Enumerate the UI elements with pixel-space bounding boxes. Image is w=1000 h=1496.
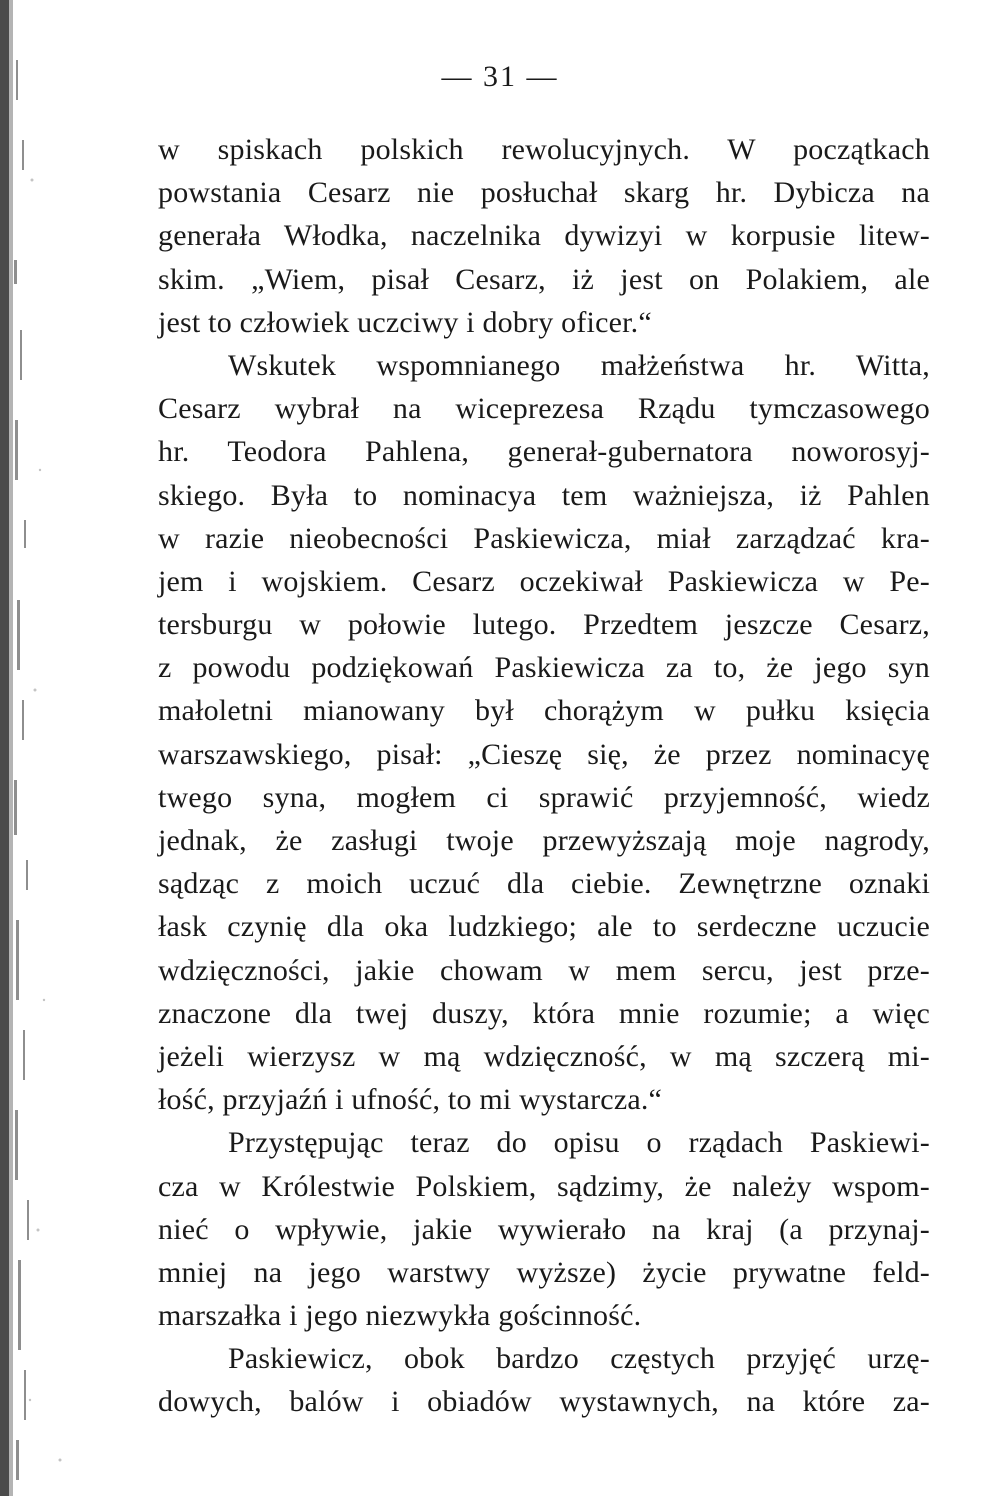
text-line: sądząc z moich uczuć dla ciebie. Zewnętrzne oznaki	[158, 867, 930, 901]
text-line: skim. „Wiem, pisał Cesarz, iż jest on Polakiem, ale	[158, 262, 930, 296]
text-line: Przystępując teraz do opisu o rządach Paskiewi-	[228, 1126, 930, 1160]
page-edge-artifacts	[0, 0, 70, 1496]
text-line: w spiskach polskich rewolucyjnych. W początkach	[158, 133, 930, 166]
scanned-page-edge	[0, 0, 70, 1496]
text-line: znaczone dla twej duszy, która mnie rozumie; a więc	[158, 996, 930, 1030]
text-line: Cesarz wybrał na wiceprezesa Rządu tymczasowego	[158, 392, 930, 426]
text-line: marszałka i jego niezwykła gościnność.	[158, 1299, 642, 1333]
text-line: tersburgu w połowie lutego. Przedtem jeszcze Cesarz,	[158, 608, 930, 642]
text-line: twego syna, mogłem ci sprawić przyjemność, wiedz	[158, 780, 930, 814]
text-line: małoletni mianowany był chorążym w pułku księcia	[158, 694, 930, 728]
text-line: w razie nieobecności Paskiewicza, miał zarządzać kra-	[158, 521, 930, 555]
text-line: powstania Cesarz nie posłuchał skarg hr. Dybicza na	[158, 176, 930, 210]
text-line: jem i wojskiem. Cesarz oczekiwał Paskiewicza w Pe-	[158, 564, 930, 598]
text-line: Wskutek wspomnianego małżeństwa hr. Witta,	[228, 348, 930, 382]
text-line: łask czynię dla oka ludzkiego; ale to serdeczne uczucie	[158, 910, 930, 944]
text-line: Paskiewicz, obok bardzo częstych przyjęć urzę-	[228, 1342, 930, 1376]
text-line: cza w Królestwie Polskiem, sądzimy, że należy wspom-	[158, 1169, 930, 1203]
body-text	[158, 128, 930, 1424]
text-line: warszawskiego, pisał: „Cieszę się, że przez nominacyę	[158, 737, 930, 771]
text-line: mniej na jego warstwy wyższe) życie prywatne feld-	[158, 1255, 930, 1289]
text-line: łość, przyjaźń i ufność, to mi wystarcza.“	[158, 1083, 663, 1117]
text-line: jest to człowiek uczciwy i dobry oficer.“	[158, 305, 652, 339]
text-line: nieć o wpływie, jakie wywierało na kraj (a przynaj-	[158, 1212, 930, 1246]
page-number: — 31 —	[441, 60, 559, 93]
text-line: hr. Teodora Pahlena, generał-gubernatora noworosyj-	[158, 435, 930, 469]
text-line: generała Włodka, naczelnika dywizyi w korpusie litew-	[158, 219, 930, 253]
text-line: jednak, że zasługi twoje przewyższają moje nagrody,	[158, 824, 930, 857]
text-line: jeżeli wierzysz w mą wdzięczność, w mą szczerą mi-	[158, 1039, 930, 1073]
text-line: wdzięczności, jakie chowam w mem sercu, jest prze-	[158, 953, 930, 987]
text-line: dowych, balów i obiadów wystawnych, na które za-	[158, 1385, 930, 1419]
text-line: skiego. Była to nominacya tem ważniejsza, iż Pahlen	[158, 478, 930, 512]
text-line: z powodu podziękowań Paskiewicza za to, że jego syn	[158, 651, 930, 685]
